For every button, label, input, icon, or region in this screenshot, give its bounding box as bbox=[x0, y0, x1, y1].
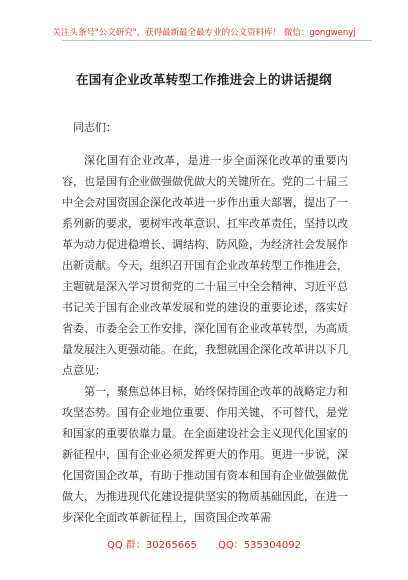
paragraph-first-point: 第一，聚焦总体目标，始终保持国企改革的战略定力和攻坚态势。国有企业地位重要、作用关键、不可替代，是党和国家的重要依靠力量。在全面建设社会主义现代化国家的新征程中，国有企业必须发挥更大的作用。更进一步说，深化国资国企改革，有助于推动国有资本和国有企业做强做优做大，为推进现代化建设提供坚实的物质基础因此，在进一步深化全面改革新征程上，国资国企改革需 bbox=[62, 385, 348, 524]
document-title: 在国有企业改革转型工作推进会上的讲话提纲 bbox=[75, 72, 332, 87]
document-body bbox=[62, 117, 348, 528]
paragraph-intro: 深化国有企业改革，是进一步全面深化改革的重要内容，也是国有企业做强做优做大的关键所在。党的二十届三中全会对国资国企深化改革进一步作出重大部署，提出了一系列新的要求，要树牢改革意识、扛牢改革责任，坚持以改革为动力促进稳增长、调结构、防风险，为经济社会发展作出新贡献。今天，组织召开国有企业改革转型工作推进会，主题就是深入学习贯彻党的二十届三中全会精神、习近平总书记关于国有企业改革发展和党的建设的重要论述，落实好省委、市委全会工作安排，深化国有企业改革转型，为高质量发展注入更强动能。在此，我想就国企深化改革讲以下几点意见： bbox=[62, 154, 348, 377]
footer-qq: QQ：535304092 bbox=[218, 540, 302, 551]
footer-qq-group: QQ 群：30265665 bbox=[106, 540, 197, 551]
header-banner: 关注头条号"公文研究"，获得最新最全最专业的公文资料库！ 微信：gongwenyj bbox=[52, 28, 356, 38]
salutation: 同志们： bbox=[73, 121, 117, 134]
footer-contact bbox=[0, 536, 408, 551]
header-divider bbox=[62, 40, 372, 41]
